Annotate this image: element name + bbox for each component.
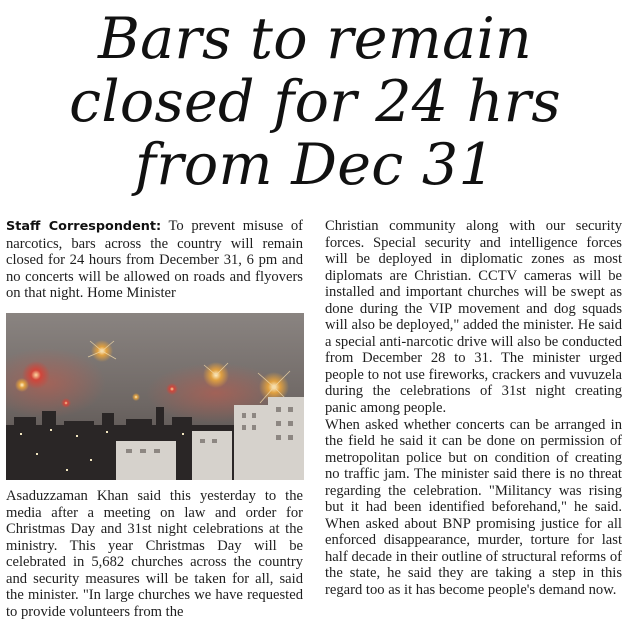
byline: Staff Correspondent: bbox=[6, 219, 162, 234]
article-column-right bbox=[325, 218, 622, 638]
article-paragraph-lead bbox=[6, 218, 303, 302]
headline-line-2: closed for 24 hrs bbox=[69, 69, 561, 135]
article-column-left-bottom bbox=[6, 488, 303, 640]
lead-text: To prevent misuse of narcotics, bars across the country will remain closed for 24 hours from December 31, 6 pm and no concerts will be allowed on roads and flyovers on that night. Home Minister bbox=[6, 218, 303, 302]
article-paragraph-right-1: Christian community along with our security forces. Special security and intelligence forces will be deployed in diplomatic zones as most diplomats are Christian. CCTV cameras will be installed and important churches will be swept as done during the VIP movement and dog squads will also be deployed," added the minister. He said a special anti-narcotic drive will also be conducted from December 28 to 31. The minister urged people to not use fireworks, crackers and vuvuzela during the celebrations of 31st night creating panic among people. bbox=[325, 218, 622, 417]
article-paragraph-continued: Asaduzzaman Khan said this yesterday to the media after a meeting on law and order for Christmas Day and 31st night celebrations at the ministry. This year Christmas Day will be celebrated in 5,682 churches across the country and security measures will be taken for all, said the minister. "In large churches we have requested to provide volunteers from the bbox=[6, 488, 303, 620]
fireworks-city-photo bbox=[6, 313, 304, 480]
headline bbox=[0, 8, 630, 197]
article-photo bbox=[6, 313, 304, 480]
headline-line-1: Bars to remain bbox=[98, 6, 532, 72]
article-column-left-top bbox=[6, 218, 303, 308]
headline-line-3: from Dec 31 bbox=[134, 132, 496, 198]
article-paragraph-right-2: When asked whether concerts can be arranged in the field he said it can be done on permission of metropolitan police but on condition of creating no traffic jam. The minister said there is no threat regarding the celebration. "Militancy was rising but it had been identified beforehand," he said. When asked about BNP promising justice for all enforced disappearance, murder, torture for last half decade in their outline of structural reforms of the state, he said they are taking a step in this regard too as it has become people's demand now. bbox=[325, 416, 622, 599]
